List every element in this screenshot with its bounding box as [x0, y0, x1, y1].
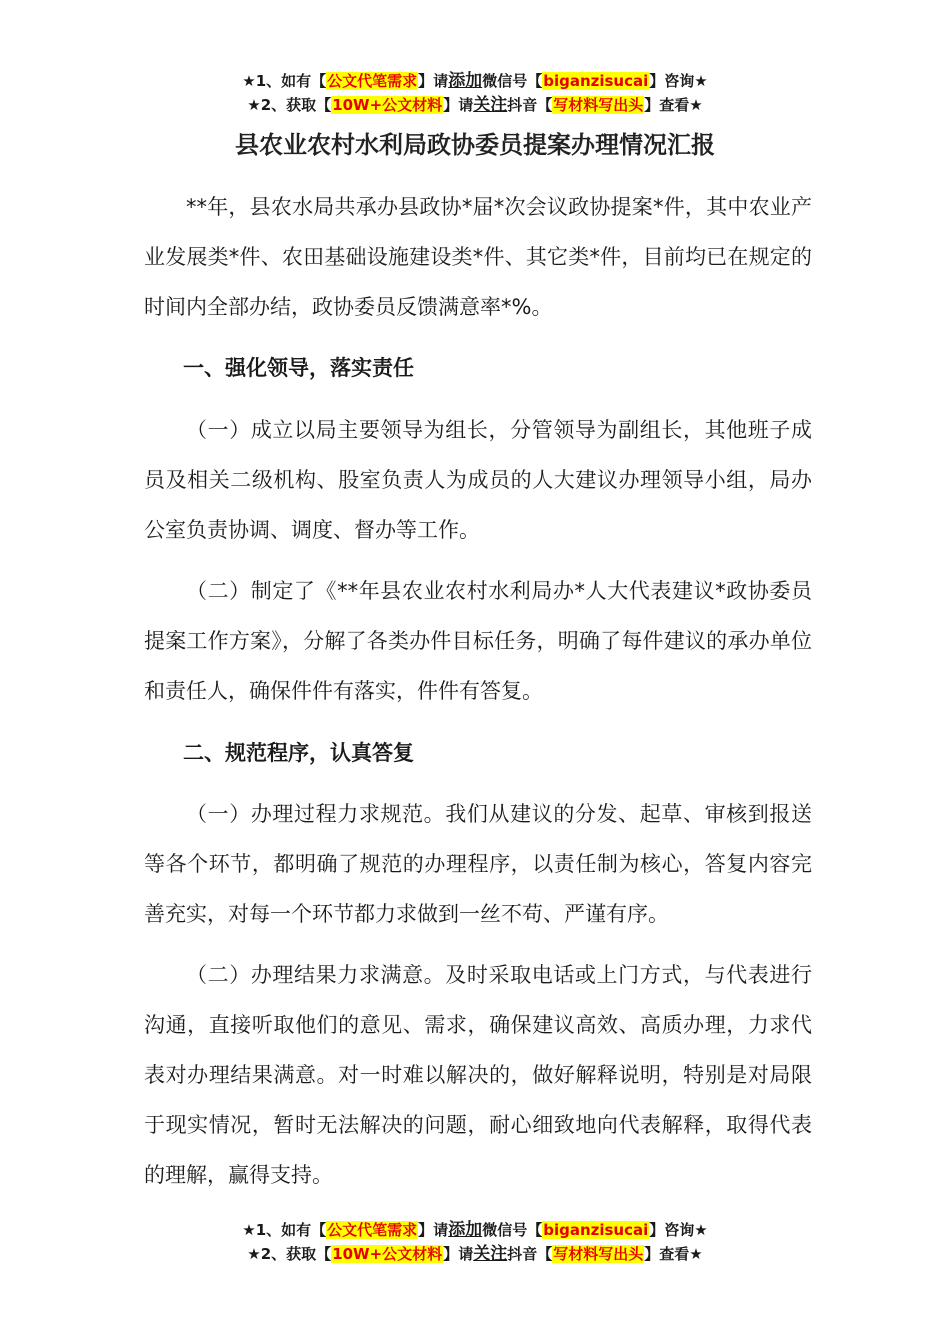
promo-text: ★1、如有【: [242, 1221, 327, 1239]
promo-text: 】请: [418, 1221, 449, 1239]
promo-text: 】咨询★: [649, 72, 708, 90]
promo-highlight: biganzisucai: [543, 1221, 649, 1239]
section-1-paragraph-2: （二）制定了《**年县农业农村水利局办*人大代表建议*政协委员提案工作方案》，分解了各类办件目标任务，明确了每件建议的承办单位和责任人，确保件件有落实，件件有答复。: [144, 579, 812, 703]
promo-text: 】请: [443, 96, 474, 114]
promo-highlight: 写材料写出头: [553, 1245, 644, 1263]
promo-line-1: [0, 1218, 950, 1242]
promo-highlight: 10W+公文材料: [332, 96, 443, 114]
intro-paragraph: **年，县农水局共承办县政协*届*次会议政协提案*件，其中农业产业发展类*件、农田基础设施建设类*件、其它类*件，目前均已在规定的时间内全部办结，政协委员反馈满意率*%。: [144, 195, 812, 319]
promo-text: 】请: [443, 1245, 474, 1263]
section-2-heading: 二、规范程序，认真答复: [183, 741, 414, 765]
promo-line-2: [0, 1242, 950, 1266]
promo-underline: 关注: [473, 95, 508, 115]
promo-footer: [0, 1218, 950, 1266]
section-2-paragraph-1: （一）办理过程力求规范。我们从建议的分发、起草、审核到报送等各个环节，都明确了规范的办理程序，以责任制为核心，答复内容完善充实，对每一个环节都力求做到一丝不苟、严谨有序。: [144, 802, 812, 926]
promo-text: ★2、获取【: [247, 96, 332, 114]
promo-highlight: 写材料写出头: [553, 96, 644, 114]
promo-underline: 关注: [473, 1244, 508, 1264]
document-title: 县农业农村水利局政协委员提案办理情况汇报: [235, 131, 715, 159]
promo-text: ★2、获取【: [247, 1245, 332, 1263]
promo-text: 微信号【: [482, 72, 543, 90]
promo-text: 微信号【: [482, 1221, 543, 1239]
promo-text: ★1、如有【: [242, 72, 327, 90]
promo-text: 】请: [418, 72, 449, 90]
promo-text: 】咨询★: [649, 1221, 708, 1239]
section-1-heading: 一、强化领导，落实责任: [183, 356, 414, 380]
section-1-paragraph-1: （一）成立以局主要领导为组长，分管领导为副组长，其他班子成员及相关二级机构、股室负责人为成员的人大建议办理领导小组，局办公室负责协调、调度、督办等工作。: [144, 418, 812, 542]
promo-highlight: 公文代笔需求: [327, 72, 418, 90]
promo-line-2: [0, 93, 950, 117]
promo-highlight: biganzisucai: [543, 72, 649, 90]
promo-text: 抖音【: [507, 96, 553, 114]
promo-highlight: 公文代笔需求: [327, 1221, 418, 1239]
promo-header: [0, 69, 950, 117]
promo-underline: 添加: [448, 71, 483, 91]
promo-line-1: [0, 69, 950, 93]
promo-underline: 添加: [448, 1220, 483, 1240]
promo-highlight: 10W+公文材料: [332, 1245, 443, 1263]
promo-text: 抖音【: [507, 1245, 553, 1263]
promo-text: 】查看★: [644, 1245, 703, 1263]
section-2-paragraph-2: （二）办理结果力求满意。及时采取电话或上门方式，与代表进行沟通，直接听取他们的意见、需求，确保建议高效、高质办理，力求代表对办理结果满意。对一时难以解决的，做好解释说明，特别是对局限于现实情况，暂时无法解决的问题，耐心细致地向代表解释，取得代表的理解，赢得支持。: [144, 963, 812, 1187]
promo-text: 】查看★: [644, 96, 703, 114]
